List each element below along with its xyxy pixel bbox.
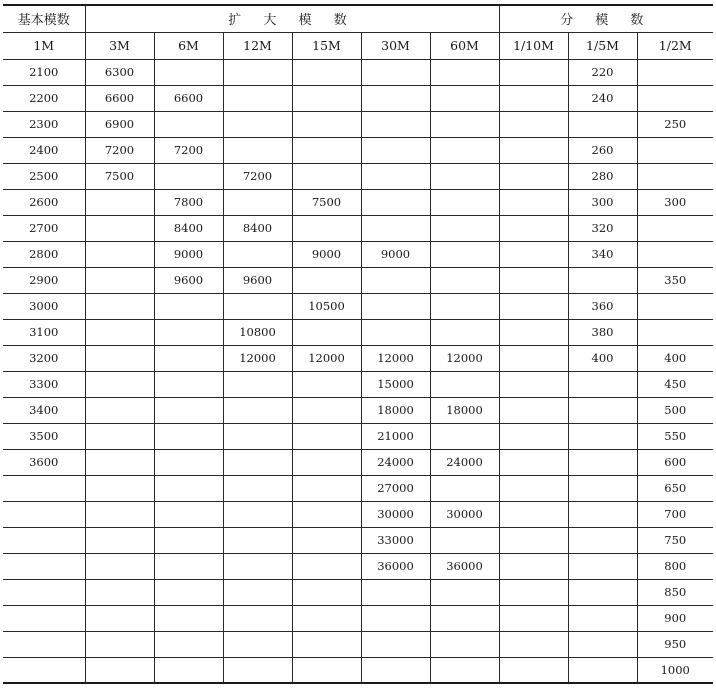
table-cell	[292, 657, 361, 683]
table-cell	[292, 137, 361, 163]
table-cell	[361, 189, 430, 215]
table-row	[3, 553, 713, 579]
table-cell: 18000	[361, 397, 430, 423]
table-cell: 8400	[154, 215, 223, 241]
table-cell	[568, 501, 637, 527]
table-cell: 9600	[223, 267, 292, 293]
table-cell	[430, 215, 499, 241]
table-row	[3, 449, 713, 475]
table-cell	[85, 241, 154, 267]
table-cell: 2300	[3, 111, 85, 137]
table-cell: 12000	[223, 345, 292, 371]
table-cell	[568, 657, 637, 683]
table-cell: 9600	[154, 267, 223, 293]
table-cell	[223, 85, 292, 111]
table-cell: 2700	[3, 215, 85, 241]
table-cell: 3300	[3, 371, 85, 397]
table-cell	[292, 85, 361, 111]
column-header: 3M	[85, 32, 154, 59]
table-cell	[430, 579, 499, 605]
table-cell: 240	[568, 85, 637, 111]
table-cell	[3, 605, 85, 631]
table-row	[3, 85, 713, 111]
table-cell	[499, 137, 568, 163]
table-cell	[499, 501, 568, 527]
table-cell	[223, 579, 292, 605]
table-cell	[430, 423, 499, 449]
table-cell	[3, 657, 85, 683]
table-cell	[499, 579, 568, 605]
table-row	[3, 345, 713, 371]
table-cell	[499, 319, 568, 345]
table-cell	[430, 137, 499, 163]
table-cell	[361, 137, 430, 163]
table-cell	[3, 631, 85, 657]
table-cell	[430, 85, 499, 111]
table-cell	[430, 267, 499, 293]
table-cell: 24000	[361, 449, 430, 475]
column-header-row	[3, 32, 713, 59]
table-cell: 2500	[3, 163, 85, 189]
table-cell	[499, 293, 568, 319]
table-cell	[568, 449, 637, 475]
table-cell	[499, 423, 568, 449]
table-cell	[430, 319, 499, 345]
table-cell	[85, 293, 154, 319]
table-row	[3, 501, 713, 527]
column-header: 60M	[430, 32, 499, 59]
table-cell	[223, 527, 292, 553]
table-cell: 7500	[85, 163, 154, 189]
table-cell: 6600	[154, 85, 223, 111]
column-header: 15M	[292, 32, 361, 59]
table-cell: 750	[637, 527, 713, 553]
table-cell	[292, 267, 361, 293]
table-cell: 9000	[292, 241, 361, 267]
table-cell	[292, 527, 361, 553]
table-cell: 3000	[3, 293, 85, 319]
table-cell	[499, 527, 568, 553]
table-cell: 6600	[85, 85, 154, 111]
table-cell: 2800	[3, 241, 85, 267]
table-cell	[3, 553, 85, 579]
table-cell	[223, 631, 292, 657]
table-cell	[223, 657, 292, 683]
table-cell: 9000	[154, 241, 223, 267]
table-cell	[3, 475, 85, 501]
table-row	[3, 475, 713, 501]
table-cell	[223, 423, 292, 449]
table-cell	[637, 241, 713, 267]
table-cell	[430, 293, 499, 319]
table-cell	[85, 423, 154, 449]
table-row	[3, 241, 713, 267]
table-cell	[430, 605, 499, 631]
table-cell	[292, 501, 361, 527]
table-cell	[361, 163, 430, 189]
table-cell: 8400	[223, 215, 292, 241]
table-cell	[568, 553, 637, 579]
table-cell	[154, 475, 223, 501]
table-cell: 12000	[361, 345, 430, 371]
table-cell: 30000	[430, 501, 499, 527]
table-cell	[568, 579, 637, 605]
table-cell	[499, 59, 568, 85]
table-cell: 7500	[292, 189, 361, 215]
column-header: 1/2M	[637, 32, 713, 59]
table-cell	[430, 189, 499, 215]
table-row	[3, 423, 713, 449]
table-row	[3, 163, 713, 189]
table-cell	[568, 397, 637, 423]
table-cell	[361, 267, 430, 293]
table-cell	[499, 631, 568, 657]
table-cell	[154, 345, 223, 371]
table-cell	[499, 397, 568, 423]
table-cell: 400	[637, 345, 713, 371]
table-cell	[292, 319, 361, 345]
table-cell: 9000	[361, 241, 430, 267]
table-cell	[223, 59, 292, 85]
table-cell	[85, 397, 154, 423]
table-cell	[568, 371, 637, 397]
table-cell: 2400	[3, 137, 85, 163]
table-cell	[223, 371, 292, 397]
table-cell	[568, 111, 637, 137]
table-cell	[154, 449, 223, 475]
table-body	[3, 59, 713, 683]
table-cell: 3500	[3, 423, 85, 449]
table-cell: 36000	[361, 553, 430, 579]
column-header: 30M	[361, 32, 430, 59]
table-cell: 7200	[154, 137, 223, 163]
table-cell	[430, 475, 499, 501]
table-cell: 12000	[292, 345, 361, 371]
table-cell	[154, 423, 223, 449]
table-cell: 2100	[3, 59, 85, 85]
table-cell	[85, 319, 154, 345]
table-cell: 24000	[430, 449, 499, 475]
table-cell: 3100	[3, 319, 85, 345]
table-cell	[499, 475, 568, 501]
table-row	[3, 293, 713, 319]
table-cell: 6300	[85, 59, 154, 85]
table-cell	[361, 111, 430, 137]
table-cell	[85, 527, 154, 553]
table-cell	[292, 631, 361, 657]
table-cell	[85, 215, 154, 241]
table-cell	[85, 579, 154, 605]
table-row	[3, 267, 713, 293]
table-cell	[85, 501, 154, 527]
table-cell: 950	[637, 631, 713, 657]
table-cell	[154, 397, 223, 423]
table-cell: 250	[637, 111, 713, 137]
table-cell: 220	[568, 59, 637, 85]
table-cell	[154, 553, 223, 579]
table-cell	[292, 59, 361, 85]
table-cell: 3600	[3, 449, 85, 475]
table-cell	[361, 215, 430, 241]
table-cell: 800	[637, 553, 713, 579]
table-cell: 1000	[637, 657, 713, 683]
column-header: 1/10M	[499, 32, 568, 59]
table-row	[3, 111, 713, 137]
table-cell	[499, 449, 568, 475]
table-cell	[568, 267, 637, 293]
table-cell	[637, 319, 713, 345]
table-row	[3, 657, 713, 683]
table-cell	[361, 85, 430, 111]
table-row	[3, 215, 713, 241]
table-cell: 300	[637, 189, 713, 215]
table-cell: 600	[637, 449, 713, 475]
table-cell	[154, 163, 223, 189]
table-cell: 260	[568, 137, 637, 163]
table-cell: 700	[637, 501, 713, 527]
table-cell	[223, 137, 292, 163]
table-cell	[499, 657, 568, 683]
table-cell: 650	[637, 475, 713, 501]
table-cell	[154, 631, 223, 657]
table-cell: 7200	[223, 163, 292, 189]
table-cell: 10500	[292, 293, 361, 319]
table-row	[3, 189, 713, 215]
table-cell	[430, 241, 499, 267]
table-cell	[430, 657, 499, 683]
table-cell: 18000	[430, 397, 499, 423]
group-header-sub-modulus: 分 模 数	[499, 5, 713, 32]
table-cell	[499, 241, 568, 267]
modulus-table-sheet	[3, 4, 713, 684]
table-cell	[499, 111, 568, 137]
table-cell	[361, 319, 430, 345]
table-cell	[223, 501, 292, 527]
table-cell	[223, 553, 292, 579]
table-cell	[154, 319, 223, 345]
table-cell	[499, 189, 568, 215]
table-cell	[154, 605, 223, 631]
table-cell: 27000	[361, 475, 430, 501]
table-cell: 21000	[361, 423, 430, 449]
table-cell: 450	[637, 371, 713, 397]
table-cell: 340	[568, 241, 637, 267]
table-cell: 2900	[3, 267, 85, 293]
table-cell	[430, 163, 499, 189]
table-row	[3, 605, 713, 631]
table-cell	[499, 215, 568, 241]
table-cell	[499, 605, 568, 631]
table-cell	[499, 345, 568, 371]
table-cell	[223, 605, 292, 631]
table-cell: 850	[637, 579, 713, 605]
table-cell	[430, 527, 499, 553]
table-cell	[499, 553, 568, 579]
table-cell	[361, 605, 430, 631]
table-cell	[292, 449, 361, 475]
table-cell	[223, 475, 292, 501]
table-cell	[85, 657, 154, 683]
table-cell: 550	[637, 423, 713, 449]
table-cell	[568, 605, 637, 631]
table-cell	[292, 579, 361, 605]
table-cell	[3, 579, 85, 605]
column-header: 1/5M	[568, 32, 637, 59]
table-cell	[292, 163, 361, 189]
table-cell: 900	[637, 605, 713, 631]
table-cell	[85, 475, 154, 501]
table-cell	[223, 449, 292, 475]
table-row	[3, 397, 713, 423]
table-cell	[637, 163, 713, 189]
table-cell	[3, 501, 85, 527]
table-cell	[223, 397, 292, 423]
table-cell	[85, 345, 154, 371]
table-cell: 30000	[361, 501, 430, 527]
table-cell	[499, 85, 568, 111]
table-cell	[361, 59, 430, 85]
group-header-multi-modulus: 扩 大 模 数	[85, 5, 499, 32]
table-cell: 10800	[223, 319, 292, 345]
table-cell: 36000	[430, 553, 499, 579]
table-cell: 3200	[3, 345, 85, 371]
table-row	[3, 579, 713, 605]
table-cell	[154, 527, 223, 553]
table-cell	[361, 657, 430, 683]
table-cell: 33000	[361, 527, 430, 553]
table-cell	[637, 293, 713, 319]
table-cell	[223, 189, 292, 215]
table-cell	[292, 215, 361, 241]
table-cell: 400	[568, 345, 637, 371]
table-cell	[637, 85, 713, 111]
table-cell: 360	[568, 293, 637, 319]
table-cell	[223, 293, 292, 319]
table-cell	[361, 579, 430, 605]
table-cell: 350	[637, 267, 713, 293]
table-cell	[85, 631, 154, 657]
table-cell	[154, 657, 223, 683]
table-cell: 2600	[3, 189, 85, 215]
modulus-table	[3, 4, 713, 684]
table-cell	[292, 423, 361, 449]
table-cell	[568, 475, 637, 501]
table-cell: 12000	[430, 345, 499, 371]
table-cell	[154, 59, 223, 85]
table-cell	[85, 449, 154, 475]
table-cell	[637, 59, 713, 85]
table-cell: 7200	[85, 137, 154, 163]
table-cell	[154, 111, 223, 137]
table-row	[3, 371, 713, 397]
table-cell	[85, 371, 154, 397]
group-header-basic-modulus: 基本模数	[3, 5, 85, 32]
table-row	[3, 527, 713, 553]
table-cell	[568, 631, 637, 657]
table-cell	[499, 371, 568, 397]
table-cell	[568, 527, 637, 553]
table-cell: 3400	[3, 397, 85, 423]
table-row	[3, 59, 713, 85]
table-cell: 500	[637, 397, 713, 423]
table-cell	[154, 579, 223, 605]
group-header-row	[3, 5, 713, 32]
table-cell: 2200	[3, 85, 85, 111]
column-header: 12M	[223, 32, 292, 59]
table-cell	[361, 293, 430, 319]
table-cell	[154, 501, 223, 527]
table-cell	[430, 111, 499, 137]
table-cell	[430, 59, 499, 85]
table-cell	[292, 111, 361, 137]
table-cell	[223, 111, 292, 137]
table-cell	[223, 241, 292, 267]
table-cell	[637, 215, 713, 241]
table-row	[3, 137, 713, 163]
table-cell	[292, 397, 361, 423]
table-cell	[499, 267, 568, 293]
table-cell	[499, 163, 568, 189]
table-cell	[568, 423, 637, 449]
column-header: 6M	[154, 32, 223, 59]
table-cell	[292, 475, 361, 501]
table-cell: 7800	[154, 189, 223, 215]
table-cell	[85, 189, 154, 215]
table-cell	[292, 605, 361, 631]
table-cell	[292, 371, 361, 397]
table-cell	[292, 553, 361, 579]
table-cell	[430, 371, 499, 397]
table-cell: 380	[568, 319, 637, 345]
table-row	[3, 631, 713, 657]
table-cell: 300	[568, 189, 637, 215]
table-cell	[361, 631, 430, 657]
table-cell: 15000	[361, 371, 430, 397]
table-cell	[637, 137, 713, 163]
column-header: 1M	[3, 32, 85, 59]
table-cell: 6900	[85, 111, 154, 137]
table-cell	[85, 267, 154, 293]
table-row	[3, 319, 713, 345]
table-cell	[85, 553, 154, 579]
table-cell: 280	[568, 163, 637, 189]
table-cell: 320	[568, 215, 637, 241]
table-cell	[85, 605, 154, 631]
table-cell	[154, 371, 223, 397]
table-cell	[430, 631, 499, 657]
table-cell	[154, 293, 223, 319]
table-cell	[3, 527, 85, 553]
